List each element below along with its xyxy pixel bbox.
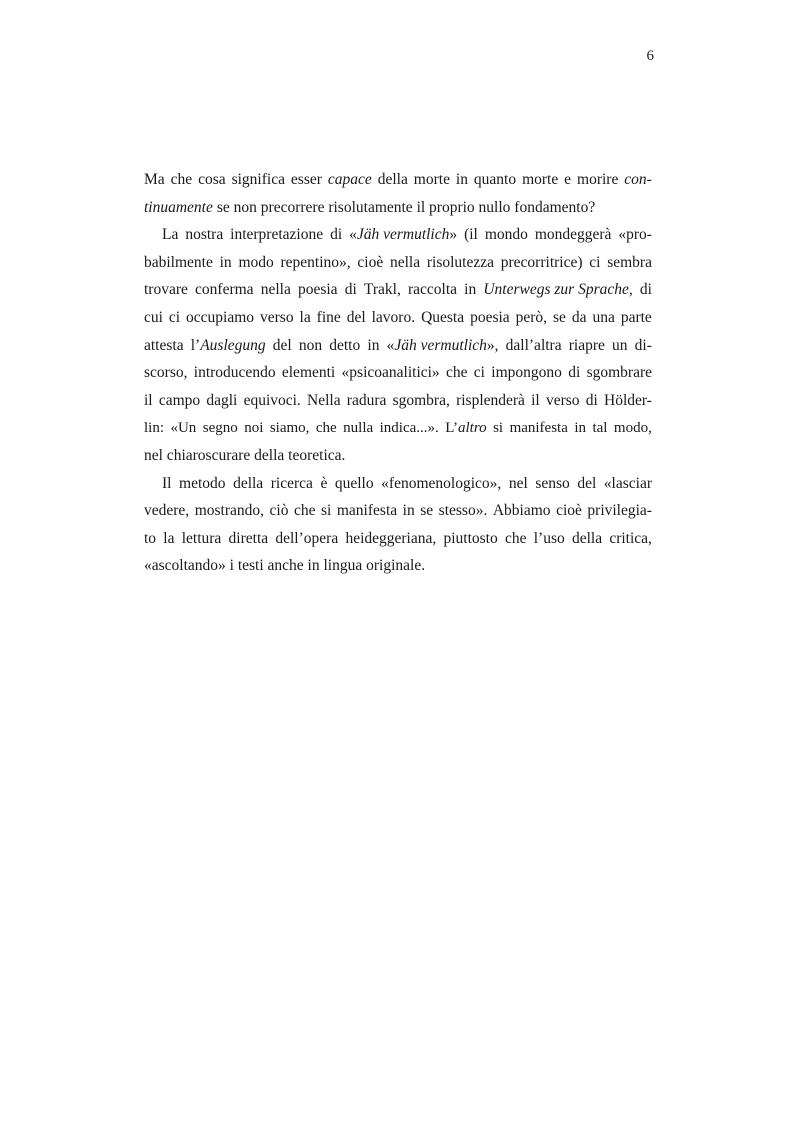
word: risolutezza: [426, 253, 495, 271]
word: dagli: [206, 391, 238, 409]
word: si: [493, 420, 504, 437]
word: parte: [620, 308, 652, 326]
word: nostra: [185, 226, 224, 244]
word: di: [639, 281, 652, 299]
paragraph: [144, 474, 652, 584]
word: morte: [522, 171, 559, 188]
italic-word: Jäh vermutlich: [356, 226, 450, 244]
word: trovare: [144, 281, 188, 299]
word: Ma: [144, 171, 165, 188]
word-group: [483, 280, 632, 308]
word: del: [272, 336, 292, 354]
italic-word: Jäh vermutlich: [394, 336, 487, 354]
word: Hölder-: [604, 391, 652, 409]
word: si: [321, 502, 332, 520]
word: interpretazione: [230, 226, 324, 244]
word: di: [585, 391, 598, 409]
text-line: [144, 198, 652, 226]
text-line: [144, 225, 652, 253]
text-line: [144, 446, 652, 474]
word: di: [344, 281, 357, 299]
word: cosa: [198, 171, 226, 188]
word: La: [162, 226, 179, 244]
word: in: [455, 171, 468, 188]
text-line: [144, 474, 652, 502]
text-line: [144, 308, 652, 336]
word: modo,: [613, 420, 652, 437]
word: ci: [168, 308, 181, 326]
word: elementi: [281, 364, 336, 382]
text-line: [144, 418, 652, 446]
word: quello: [334, 474, 374, 492]
word: nella: [390, 253, 421, 271]
word: raccolta: [407, 281, 458, 299]
word: Trakl,: [363, 281, 401, 299]
word: attesta: [144, 336, 184, 354]
word: però,: [515, 308, 548, 326]
word: modo: [238, 253, 274, 271]
word: di: [568, 364, 581, 382]
word: che: [445, 364, 468, 382]
word: Nella: [307, 391, 341, 409]
word: manifesta: [509, 420, 568, 437]
word: morte: [413, 171, 450, 188]
word: cui: [144, 308, 163, 326]
word: da: [571, 308, 587, 326]
word: «fenomenologico»,: [381, 474, 502, 492]
italic-word: tinuamente: [144, 198, 213, 216]
word: è: [320, 474, 328, 492]
word: conferma: [195, 281, 254, 299]
word: stesso».: [438, 502, 488, 520]
word: ,: [628, 281, 633, 299]
word: nella: [260, 281, 291, 299]
text-line: [144, 391, 652, 419]
word: ricerca: [270, 474, 313, 492]
word: (il: [464, 226, 478, 244]
word: diretta: [228, 529, 269, 547]
word: metodo: [179, 474, 226, 492]
word: manifesta: [336, 502, 398, 520]
word: piuttosto: [443, 529, 498, 547]
word: in: [574, 420, 586, 437]
word: precorritrice): [500, 253, 583, 271]
word: che: [315, 420, 337, 437]
word: «: [386, 336, 395, 354]
word: L’: [445, 420, 459, 437]
word-group: [387, 336, 499, 364]
word: segno: [202, 420, 238, 437]
word: Il: [162, 474, 172, 492]
word: campo: [158, 391, 201, 409]
word: se: [553, 308, 566, 326]
word: della: [233, 474, 264, 492]
word: sgombra,: [392, 391, 450, 409]
word: ciò: [269, 502, 289, 520]
word: ci: [589, 253, 601, 271]
word: tal: [592, 420, 608, 437]
word: in: [464, 281, 477, 299]
word: della: [377, 171, 408, 188]
word: nel chiaroscurare della teoretica.: [144, 446, 346, 464]
word: il: [144, 391, 153, 409]
word: ci: [473, 364, 485, 382]
word: in: [219, 253, 232, 271]
word: »: [449, 226, 458, 244]
word: detto: [329, 336, 361, 354]
word: e: [564, 171, 572, 188]
word: quanto: [473, 171, 517, 188]
paragraph: [144, 225, 652, 473]
word: riapre: [568, 336, 605, 354]
word: scorso,: [144, 364, 188, 382]
word: sgombrare: [586, 364, 652, 382]
word: poesia: [470, 308, 510, 326]
italic-word: Auslegung: [200, 336, 266, 354]
word: che: [293, 502, 316, 520]
word: «psicoanalitici»: [341, 364, 440, 382]
word: mostrando,: [194, 502, 265, 520]
word: dall’altra: [505, 336, 562, 354]
word: se non precorrere risolutamente il proprio nullo fondamento?: [216, 198, 596, 216]
paragraph: [144, 170, 652, 225]
word: sembra: [607, 253, 652, 271]
word: l’: [190, 336, 201, 354]
text-line: [144, 253, 652, 281]
text-line: [144, 501, 652, 529]
page-number: 6: [646, 48, 654, 64]
word: il: [531, 391, 540, 409]
word: impongono: [491, 364, 562, 382]
word: babilmente: [144, 253, 213, 271]
word: equivoci.: [243, 391, 301, 409]
text-line: [144, 529, 652, 557]
word: mondo: [484, 226, 528, 244]
word-group: [445, 418, 486, 446]
word: introducendo: [193, 364, 276, 382]
word: siamo,: [269, 420, 310, 437]
word: la: [163, 529, 175, 547]
italic-word: con-: [624, 171, 652, 188]
word: un: [612, 336, 628, 354]
text-line: [144, 363, 652, 391]
word: fine: [316, 308, 341, 326]
word: una: [592, 308, 615, 326]
word: esser: [290, 171, 322, 188]
word: la: [299, 308, 311, 326]
word: verso: [545, 391, 580, 409]
word: cioè: [556, 502, 582, 520]
word: di-: [634, 336, 652, 354]
word: repentino»,: [280, 253, 351, 271]
word: nulla: [343, 420, 374, 437]
word: in: [367, 336, 380, 354]
word: Questa: [421, 308, 465, 326]
italic-word: Unterwegs zur Sprache: [483, 281, 629, 299]
body-text: [144, 170, 652, 584]
word: privilegia-: [587, 502, 652, 520]
word: poesia: [297, 281, 338, 299]
italic-word: capace: [327, 171, 372, 188]
word: del: [346, 308, 366, 326]
word: che: [170, 171, 193, 188]
word: «Un: [170, 420, 197, 437]
word: del: [577, 474, 597, 492]
word: «ascoltando» i testi anche in lingua originale.: [144, 557, 426, 575]
word: critica,: [609, 529, 652, 547]
word: indica...».: [379, 420, 439, 437]
word: «pro-: [618, 226, 652, 244]
word: to: [144, 529, 157, 547]
word: vedere,: [144, 502, 190, 520]
word: lin:: [144, 420, 165, 437]
word: »,: [486, 336, 499, 354]
word: mondeggerà: [534, 226, 612, 244]
word: non: [298, 336, 323, 354]
word: «: [349, 226, 357, 244]
italic-word: altro: [458, 420, 487, 437]
word: noi: [244, 420, 264, 437]
word: senso: [535, 474, 570, 492]
text-line: [144, 280, 652, 308]
word: heideggeriana,: [345, 529, 437, 547]
text-line: [144, 336, 652, 364]
word: «lasciar: [603, 474, 652, 492]
word: che: [504, 529, 527, 547]
word: risplenderà: [456, 391, 525, 409]
word: nel: [508, 474, 528, 492]
word: significa: [231, 171, 285, 188]
word: in: [402, 502, 415, 520]
word: morire: [577, 171, 619, 188]
text-line: [144, 170, 652, 198]
text-line: [144, 556, 652, 584]
word: radura: [346, 391, 387, 409]
word-group: [349, 225, 457, 253]
word: lavoro.: [371, 308, 416, 326]
word: Abbiamo: [492, 502, 551, 520]
word: della: [571, 529, 603, 547]
word-group: [191, 336, 266, 364]
word: di: [330, 226, 343, 244]
word: se: [420, 502, 434, 520]
word: verso: [260, 308, 294, 326]
word: l’uso: [533, 529, 565, 547]
word: lettura: [181, 529, 222, 547]
word: dell’opera: [275, 529, 339, 547]
word: cioè: [357, 253, 384, 271]
word: occupiamo: [186, 308, 255, 326]
